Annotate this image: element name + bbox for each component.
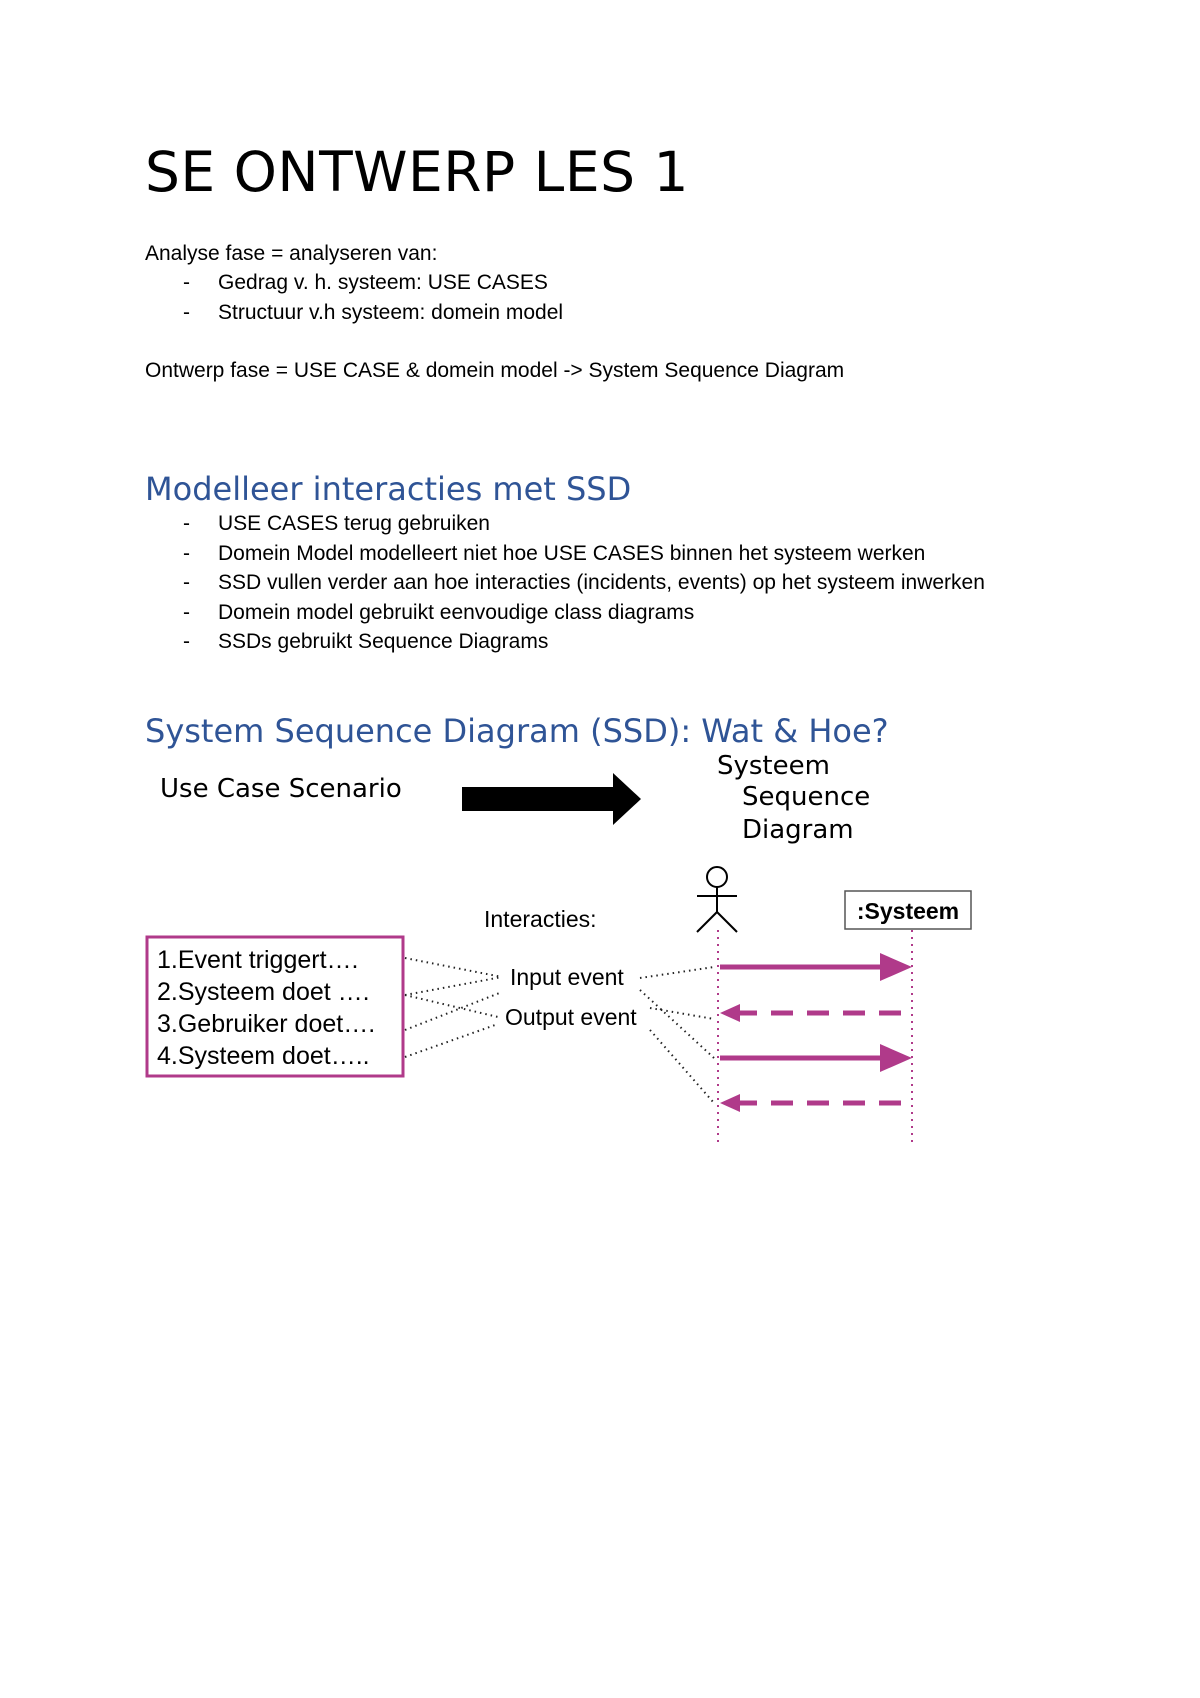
big-right-arrow-icon: [462, 773, 641, 825]
list-item: - Domein Model modelleert niet hoe USE CASES binnen het systeem werken: [145, 542, 985, 572]
message-arrow-3: [720, 1044, 912, 1072]
section-heading-ssd: System Sequence Diagram (SSD): Wat & Hoe?: [145, 712, 889, 750]
ssd-label-line1: Systeem: [717, 751, 830, 781]
ontwerp-paragraph: Ontwerp fase = USE CASE & domein model -> System Sequence Diagram: [145, 359, 845, 382]
message-arrow-2-return: [720, 1004, 910, 1022]
message-arrow-1: [720, 953, 912, 981]
scenario-step: 4.Systeem doet…..: [157, 1042, 370, 1070]
scenario-step: 1.Event triggert….: [157, 946, 359, 974]
document-title: SE ONTWERP LES 1: [145, 140, 689, 204]
interacties-label: Interacties:: [484, 906, 597, 932]
list-item: - Gedrag v. h. systeem: USE CASES: [145, 271, 563, 301]
list-item: - SSDs gebruikt Sequence Diagrams: [145, 630, 985, 660]
section-heading-modelleer: Modelleer interacties met SSD: [145, 470, 632, 508]
actor-stick-figure-icon: [697, 867, 737, 932]
scenario-step: 2.Systeem doet ….: [157, 978, 370, 1006]
system-box-label: :Systeem: [856, 898, 960, 924]
input-event-label: Input event: [510, 964, 624, 990]
use-case-label: Use Case Scenario: [160, 774, 402, 804]
message-arrow-4-return: [720, 1094, 910, 1112]
list-item: - USE CASES terug gebruiken: [145, 512, 985, 542]
list-item: - Structuur v.h systeem: domein model: [145, 301, 563, 331]
analyse-intro: Analyse fase = analyseren van:: [145, 242, 438, 265]
ssd-label-line2: Sequence: [742, 782, 871, 812]
list-item: - Domein model gebruikt eenvoudige class diagrams: [145, 601, 985, 631]
list-item: - SSD vullen verder aan hoe interacties (incidents, events) op het systeem inwerken: [145, 571, 985, 601]
scenario-step: 3.Gebruiker doet….: [157, 1010, 376, 1038]
ssd-label-line3: Diagram: [742, 815, 854, 845]
output-event-label: Output event: [505, 1004, 637, 1030]
